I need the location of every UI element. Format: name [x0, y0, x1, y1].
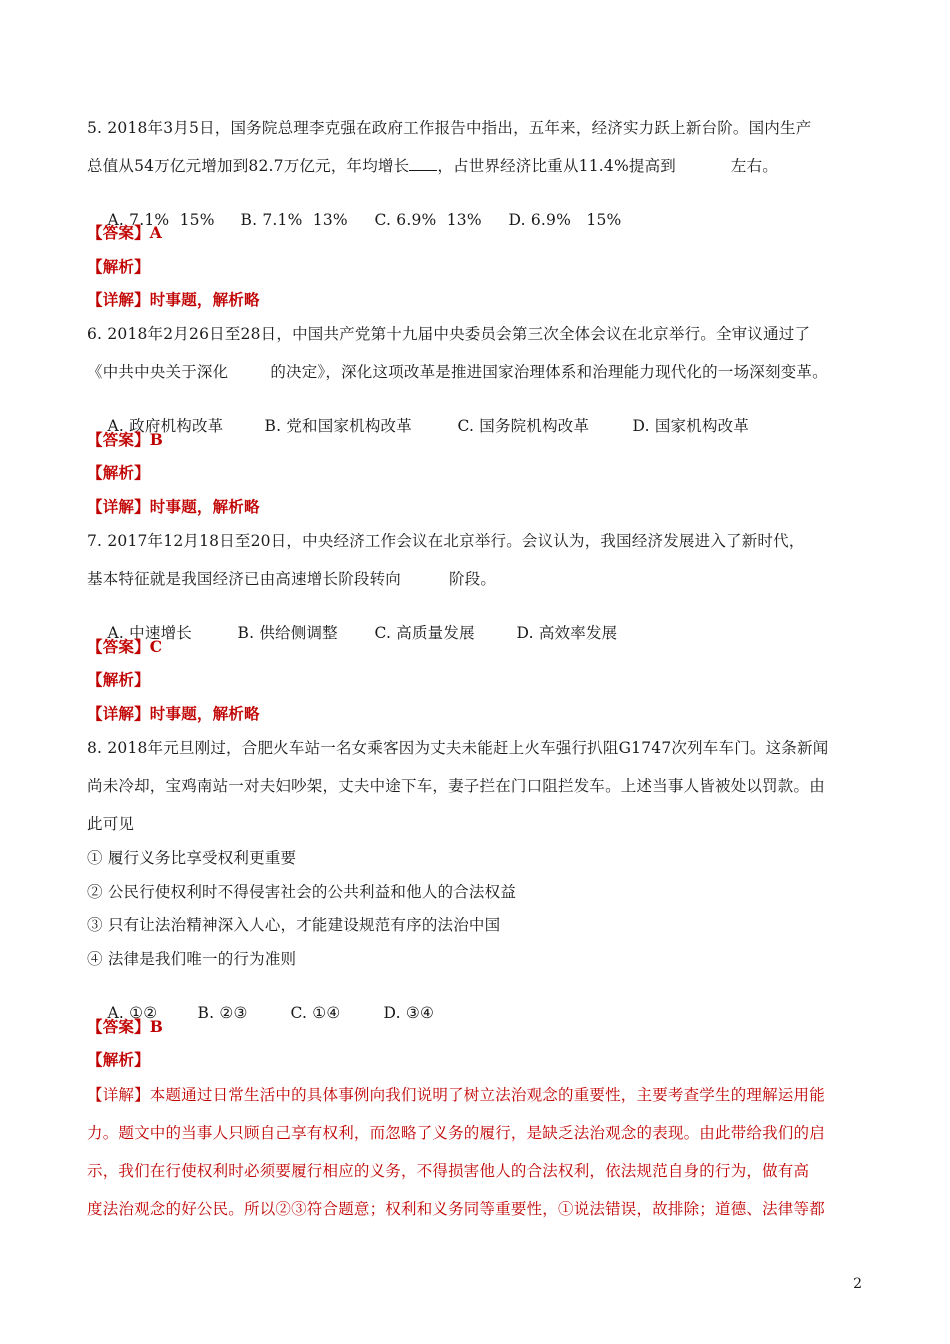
q5-blank: [409, 156, 437, 171]
q7-detail: 【详解】时事题，解析略: [87, 704, 260, 723]
q8-option-a: A. ①②: [107, 1004, 158, 1022]
q5-option-b: B. 7.1% 13%: [240, 211, 348, 229]
q7-stem-part2: 阶段。: [449, 570, 497, 588]
q8-detail-line2: 力。题文中的当事人只顾自己享有权利，而忽略了义务的履行，是缺乏法治观念的表现。由此带给我们的启: [87, 1124, 825, 1142]
q7-stem-line2: [87, 569, 864, 589]
q8-detail-line4: 度法治观念的好公民。所以②③符合题意；权利和义务同等重要性，①说法错误，故排除；道德、法律等都: [87, 1200, 825, 1218]
q8-option-b: B. ②③: [197, 1004, 248, 1022]
q7-stem-part1: 基本特征就是我国经济已由高速增长阶段转向: [87, 570, 402, 588]
q8-answer: 【答案】B: [87, 1017, 164, 1036]
q5-detail: 【详解】时事题，解析略: [87, 290, 260, 309]
q7-option-d: D. 高效率发展: [516, 624, 618, 642]
q8-detail-line1: 【详解】本题通过日常生活中的具体事例向我们说明了树立法治观念的重要性，主要考查学生的理解运用能: [87, 1086, 825, 1104]
q5-stem-part1: 总值从54万亿元增加到82.7万亿元，年均增长: [87, 157, 410, 175]
q8-stem-line1: 8. 2018年元旦刚过，合肥火车站一名女乘客因为丈夫未能赶上火车强行扒阻G1747次列车车门。这条新闻: [87, 739, 829, 757]
q7-stem-line1: 7. 2017年12月18日至20日，中央经济工作会议在北京举行。会议认为，我国经济发展进入了新时代，: [87, 532, 805, 550]
q8-stem-line2: 尚未冷却，宝鸡南站一对夫妇吵架，丈夫中途下车，妻子拦在门口阻拦发车。上述当事人皆被处以罚款。由: [87, 777, 825, 795]
q7-option-b: B. 供给侧调整: [237, 624, 338, 642]
q5-stem-part2: ，占世界经济比重从11.4%提高到: [437, 157, 676, 175]
q7-answer: 【答案】C: [87, 637, 163, 656]
q8-item-2: ② 公民行使权利时不得侵害社会的公共利益和他人的合法权益: [87, 883, 517, 901]
q8-option-d: D. ③④: [383, 1004, 435, 1022]
q5-options: [87, 190, 621, 250]
page-number: 2: [853, 1276, 862, 1292]
q6-option-d: D. 国家机构改革: [632, 417, 750, 435]
q5-stem-line2: [87, 156, 864, 176]
q5-answer: 【答案】A: [87, 223, 163, 242]
q8-item-1: ① 履行义务比享受权利更重要: [87, 849, 297, 867]
q7-analysis: 【解析】: [87, 670, 150, 689]
q6-stem-line2: [87, 362, 864, 382]
q5-option-d: D. 6.9% 15%: [508, 211, 622, 229]
q5-option-c: C. 6.9% 13%: [374, 211, 482, 229]
q5-analysis: 【解析】: [87, 257, 150, 276]
q5-option-a: A. 7.1% 15%: [107, 211, 215, 229]
q6-detail: 【详解】时事题，解析略: [87, 497, 260, 516]
q5-stem-part3: 左右。: [730, 157, 778, 175]
q7-option-c: C. 高质量发展: [374, 624, 475, 642]
q6-options: [87, 396, 749, 456]
q6-answer: 【答案】B: [87, 430, 164, 449]
q7-options: [87, 603, 617, 663]
q8-analysis: 【解析】: [87, 1050, 150, 1069]
q6-analysis: 【解析】: [87, 463, 150, 482]
q6-option-c: C. 国务院机构改革: [457, 417, 590, 435]
q5-stem-line1: 5. 2018年3月5日，国务院总理李克强在政府工作报告中指出，五年来，经济实力跃上新台阶。国内生产: [87, 119, 812, 137]
q6-option-b: B. 党和国家机构改革: [264, 417, 412, 435]
q7-option-a: A. 中速增长: [107, 624, 192, 642]
q6-stem-part2: 的决定》，深化这项改革是推进国家治理体系和治理能力现代化的一场深刻变革。: [270, 363, 828, 381]
q8-item-3: ③ 只有让法治精神深入人心，才能建设规范有序的法治中国: [87, 916, 501, 934]
q6-option-a: A. 政府机构改革: [107, 417, 224, 435]
q8-detail-line3: 示，我们在行使权利时必须要履行相应的义务，不得损害他人的合法权利，依法规范自身的行为，做有高: [87, 1162, 810, 1180]
q8-option-c: C. ①④: [290, 1004, 341, 1022]
q6-stem-line1: 6. 2018年2月26日至28日，中国共产党第十九届中央委员会第三次全体会议在北京举行。全审议通过了: [87, 325, 811, 343]
q8-stem-line3: 此可见: [87, 815, 135, 833]
q6-stem-part1: 《中共中央关于深化: [87, 363, 229, 381]
q8-item-4: ④ 法律是我们唯一的行为准则: [87, 950, 297, 968]
